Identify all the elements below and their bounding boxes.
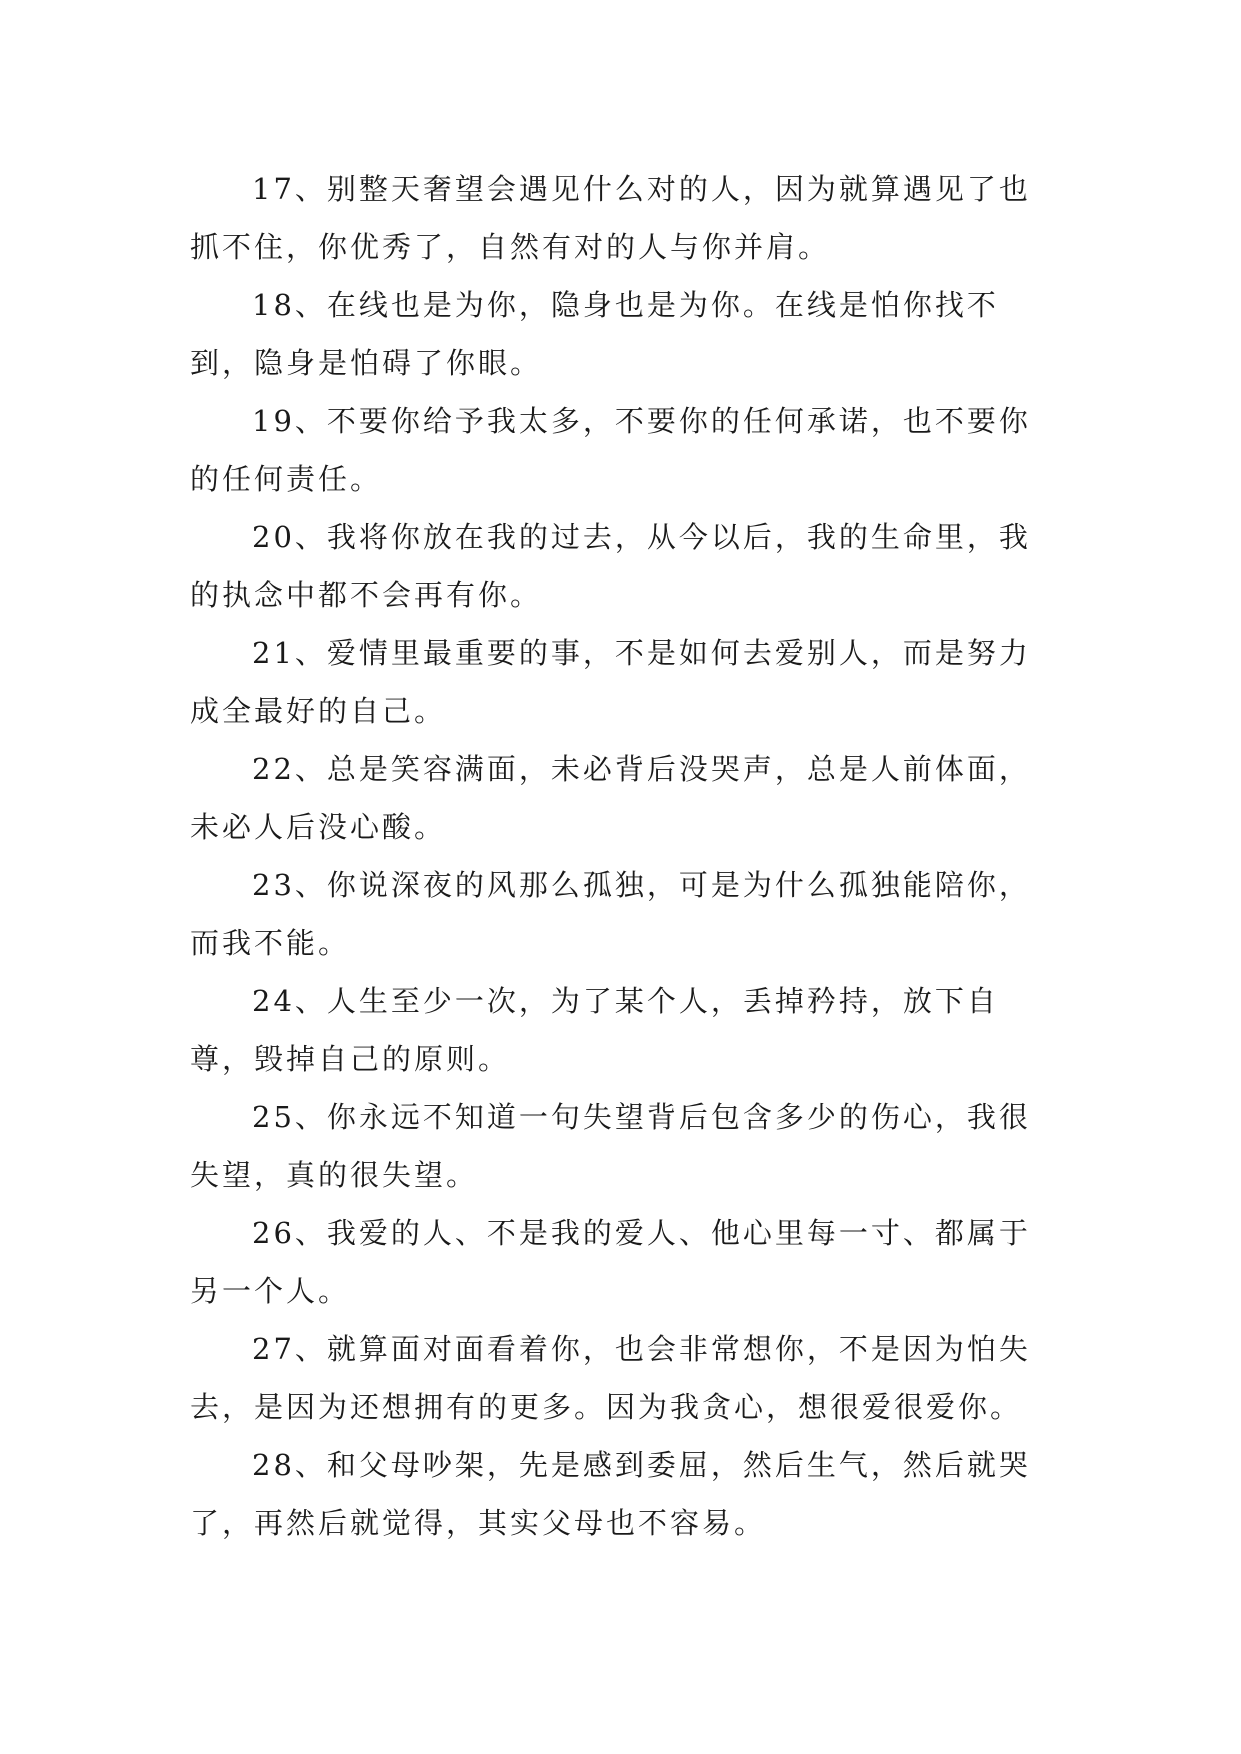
paragraph-20: 20、我将你放在我的过去，从今以后，我的生命里，我的执念中都不会再有你。 [190,520,1031,612]
paragraph-17: 17、别整天奢望会遇见什么对的人，因为就算遇见了也抓不住，你优秀了，自然有对的人与你并肩。 [190,172,1031,264]
paragraph-23: 23、你说深夜的风那么孤独，可是为什么孤独能陪你，而我不能。 [190,868,1031,960]
paragraph-24: 24、人生至少一次，为了某个人，丢掉矜持，放下自尊，毁掉自己的原则。 [190,984,999,1076]
paragraph-27: 27、就算面对面看着你，也会非常想你，不是因为怕失去，是因为还想拥有的更多。因为我贪心，想很爱很爱你。 [190,1332,1031,1424]
paragraph-19: 19、不要你给予我太多，不要你的任何承诺，也不要你的任何责任。 [190,404,1031,496]
document-body [190,160,1060,1552]
paragraph-25: 25、你永远不知道一句失望背后包含多少的伤心，我很失望，真的很失望。 [190,1100,1031,1192]
paragraph-18: 18、在线也是为你，隐身也是为你。在线是怕你找不到，隐身是怕碍了你眼。 [190,288,999,380]
paragraph-26: 26、我爱的人、不是我的爱人、他心里每一寸、都属于另一个人。 [190,1216,1031,1308]
paragraph-28: 28、和父母吵架，先是感到委屈，然后生气，然后就哭了，再然后就觉得，其实父母也不容易。 [190,1448,1031,1540]
paragraph-21: 21、爱情里最重要的事，不是如何去爱别人，而是努力成全最好的自己。 [190,636,1031,728]
paragraph-22: 22、总是笑容满面，未必背后没哭声，总是人前体面，未必人后没心酸。 [190,752,1031,844]
